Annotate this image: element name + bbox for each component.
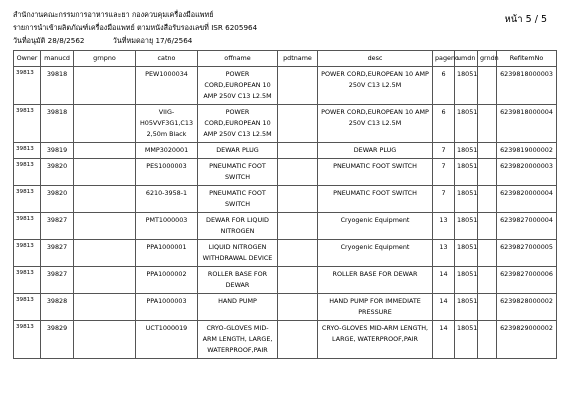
column-header-desc: desc (318, 51, 433, 67)
cell-manucd: 39819 (41, 143, 74, 159)
cell-umdn: 18051 (455, 159, 478, 186)
cell-desc: CRYO-GLOVES MID-ARM LENGTH, LARGE, WATERPROOF,PAIR (318, 321, 433, 359)
cell-owner: 39813 (14, 105, 41, 143)
approved-label: วันที่อนุมัติ (13, 36, 46, 45)
agency-name: สำนักงานคณะกรรมการอาหารและยา กองควบคุมเครื่องมือแพทย์ (13, 10, 214, 19)
table-row (14, 240, 557, 267)
cell-grndn (478, 143, 497, 159)
column-header-grndn: grndn (478, 51, 497, 67)
cell-grndn (478, 105, 497, 143)
cell-owner: 39813 (14, 159, 41, 186)
cell-grnpno (74, 240, 136, 267)
cell-catno: PPA1000001 (136, 240, 198, 267)
cell-manucd: 39827 (41, 267, 74, 294)
cell-catno: PEW1000034 (136, 67, 198, 105)
cell-catno: VIIG-H05VVF3G1,C13 2,50m Black (136, 105, 198, 143)
cell-pageno: 14 (433, 294, 455, 321)
cell-manucd: 39820 (41, 186, 74, 213)
cell-offname: ROLLER BASE FOR DEWAR (198, 267, 278, 294)
cell-desc: POWER CORD,EUROPEAN 10 AMP 250V C13 L2.5M (318, 105, 433, 143)
cell-desc: DEWAR PLUG (318, 143, 433, 159)
cell-owner: 39813 (14, 143, 41, 159)
cell-manucd: 39818 (41, 105, 74, 143)
cell-offname: HAND PUMP (198, 294, 278, 321)
cell-pdtname (278, 240, 318, 267)
cell-umdn: 18051 (455, 321, 478, 359)
cell-refitemno: 6239827000005 (497, 240, 557, 267)
table-header (14, 51, 557, 67)
cell-refitemno: 6239828000002 (497, 294, 557, 321)
cell-pageno: 6 (433, 105, 455, 143)
table-row (14, 186, 557, 213)
cell-offname: POWER CORD,EUROPEAN 10 AMP 250V C13 L2.5M (198, 105, 278, 143)
table-row (14, 213, 557, 240)
table-row (14, 143, 557, 159)
cell-grnpno (74, 186, 136, 213)
table-body (14, 67, 557, 359)
table-row (14, 159, 557, 186)
cell-pageno: 13 (433, 240, 455, 267)
cell-pdtname (278, 267, 318, 294)
cell-grnpno (74, 213, 136, 240)
column-header-owner: Owner (14, 51, 41, 67)
cell-grndn (478, 267, 497, 294)
column-header-manucd: manucd (41, 51, 74, 67)
cell-offname: CRYO-GLOVES MID-ARM LENGTH, LARGE, WATERPROOF,PAIR (198, 321, 278, 359)
cell-catno: PPA1000003 (136, 294, 198, 321)
cell-umdn: 18051 (455, 186, 478, 213)
cell-grnpno (74, 321, 136, 359)
cell-umdn: 18051 (455, 105, 478, 143)
table-row (14, 321, 557, 359)
cell-offname: LIQUID NITROGEN WITHDRAWAL DEVICE (198, 240, 278, 267)
cell-umdn: 18051 (455, 143, 478, 159)
cell-grnpno (74, 143, 136, 159)
cell-refitemno: 6239829000002 (497, 321, 557, 359)
cell-owner: 39813 (14, 240, 41, 267)
table-row (14, 67, 557, 105)
cell-manucd: 39820 (41, 159, 74, 186)
cell-grnpno (74, 267, 136, 294)
items-table (13, 50, 557, 359)
cell-desc: Cryogenic Equipment (318, 240, 433, 267)
cell-grndn (478, 67, 497, 105)
cell-manucd: 39828 (41, 294, 74, 321)
page-number: หน้า 5 / 5 (504, 14, 547, 25)
cell-grnpno (74, 105, 136, 143)
cell-pageno: 14 (433, 267, 455, 294)
cell-grndn (478, 213, 497, 240)
column-header-pageno: pageno (433, 51, 455, 67)
cell-pageno: 14 (433, 321, 455, 359)
cell-umdn: 18051 (455, 240, 478, 267)
cell-desc: POWER CORD,EUROPEAN 10 AMP 250V C13 L2.5M (318, 67, 433, 105)
column-header-pdtname: pdtname (278, 51, 318, 67)
cell-pdtname (278, 321, 318, 359)
cell-grndn (478, 321, 497, 359)
cell-refitemno: 6239827000004 (497, 213, 557, 240)
cell-owner: 39813 (14, 67, 41, 105)
cell-catno: 6210-3958-1 (136, 186, 198, 213)
cell-grnpno (74, 294, 136, 321)
cell-refitemno: 6239818000003 (497, 67, 557, 105)
cell-desc: PNEUMATIC FOOT SWITCH (318, 186, 433, 213)
cell-manucd: 39829 (41, 321, 74, 359)
cell-owner: 39813 (14, 213, 41, 240)
cell-pdtname (278, 213, 318, 240)
table-row (14, 105, 557, 143)
cell-umdn: 18051 (455, 213, 478, 240)
cell-owner: 39813 (14, 294, 41, 321)
expire-date: 17/6/2564 (155, 36, 193, 45)
cell-catno: MMP3020001 (136, 143, 198, 159)
cell-grnpno (74, 159, 136, 186)
report-title: รายการนำเข้าผลิตภัณฑ์เครื่องมือแพทย์ ตามหนังสือรับรองเลขที่ ISR 6205964 (13, 23, 258, 32)
cell-umdn: 18051 (455, 267, 478, 294)
cell-catno: PPA1000002 (136, 267, 198, 294)
cell-grndn (478, 294, 497, 321)
cell-refitemno: 6239819000002 (497, 143, 557, 159)
cell-pdtname (278, 159, 318, 186)
column-header-umdn: umdn (455, 51, 478, 67)
cell-manucd: 39827 (41, 213, 74, 240)
cell-grndn (478, 186, 497, 213)
cell-pdtname (278, 105, 318, 143)
cell-grnpno (74, 67, 136, 105)
cell-grndn (478, 159, 497, 186)
cell-desc: ROLLER BASE FOR DEWAR (318, 267, 433, 294)
cell-pdtname (278, 294, 318, 321)
cell-refitemno: 6239827000006 (497, 267, 557, 294)
cell-offname: POWER CORD,EUROPEAN 10 AMP 250V C13 L2.5M (198, 67, 278, 105)
cell-pageno: 7 (433, 159, 455, 186)
cell-refitemno: 6239820000003 (497, 159, 557, 186)
cell-owner: 39813 (14, 267, 41, 294)
cell-desc: PNEUMATIC FOOT SWITCH (318, 159, 433, 186)
cell-pageno: 7 (433, 186, 455, 213)
column-header-catno: catno (136, 51, 198, 67)
cell-owner: 39813 (14, 321, 41, 359)
cell-offname: DEWAR PLUG (198, 143, 278, 159)
column-header-refitemno: RefItemNo (497, 51, 557, 67)
cell-pageno: 13 (433, 213, 455, 240)
cell-manucd: 39818 (41, 67, 74, 105)
cell-refitemno: 6239820000004 (497, 186, 557, 213)
cell-refitemno: 6239818000004 (497, 105, 557, 143)
cell-offname: PNEUMATIC FOOT SWITCH (198, 186, 278, 213)
cell-desc: Cryogenic Equipment (318, 213, 433, 240)
cell-catno: PES1000003 (136, 159, 198, 186)
cell-pdtname (278, 67, 318, 105)
cell-pageno: 6 (433, 67, 455, 105)
cell-pdtname (278, 143, 318, 159)
dates-line (13, 36, 192, 45)
cell-offname: DEWAR FOR LIQUID NITROGEN (198, 213, 278, 240)
cell-desc: HAND PUMP FOR IMMEDIATE PRESSURE (318, 294, 433, 321)
cell-catno: UCT1000019 (136, 321, 198, 359)
approved-date: 28/8/2562 (47, 36, 85, 45)
expire-label: วันที่หมดอายุ (112, 36, 154, 45)
column-header-offname: offname (198, 51, 278, 67)
cell-catno: PMT1000003 (136, 213, 198, 240)
column-header-grnpno: grnpno (74, 51, 136, 67)
cell-pageno: 7 (433, 143, 455, 159)
cell-owner: 39813 (14, 186, 41, 213)
table-row (14, 294, 557, 321)
table-row (14, 267, 557, 294)
cell-umdn: 18051 (455, 294, 478, 321)
cell-offname: PNEUMATIC FOOT SWITCH (198, 159, 278, 186)
cell-grndn (478, 240, 497, 267)
cell-manucd: 39827 (41, 240, 74, 267)
cell-umdn: 18051 (455, 67, 478, 105)
cell-pdtname (278, 186, 318, 213)
